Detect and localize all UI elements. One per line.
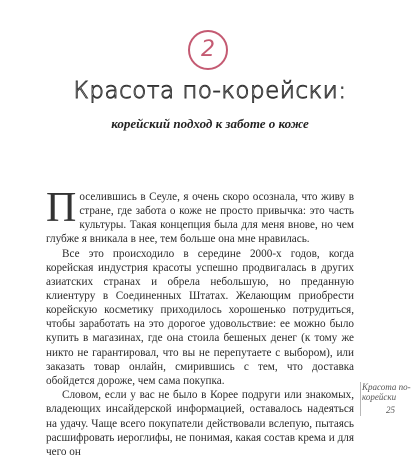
body-text (46, 185, 354, 459)
page-number: 25 (386, 405, 395, 415)
chapter-title: Красота по-корейски: (73, 78, 347, 104)
margin-divider (360, 382, 361, 416)
drop-cap: П (46, 185, 77, 231)
paragraph: Словом, если у вас не было в Корее подруги или знакомых, владеющих инсайдерской информацией, оставалось надеяться на удачу. Чаще всего покупатели действовали вслепую, пытаясь расшифровать иероглифы, не понимая, какая состав крема и для чего он (46, 389, 354, 458)
chapter-number: 2 (201, 37, 215, 62)
paragraph (46, 185, 354, 246)
running-header: Красота по-корейски (362, 382, 411, 402)
chapter-subtitle: корейский подход к заботе о коже (111, 116, 309, 131)
chapter-number-badge (188, 30, 228, 70)
paragraph-text: оселившись в Сеуле, я очень скоро осознала, что живу в стране, где забота о коже не просто привычка: это часть культуры. Такая концепция была для меня внове, но чем глубже я вникала в нее, тем больше она мне нравилась. (46, 191, 354, 246)
paragraph: Все это происходило в середине 2000-х годов, когда корейская индустрия красоты успешно продвигалась в других азиатских странах и обрела небольшую, но преданную клиентуру в Соединенных Штатах. Желающим приобрести корейскую косметику приходилось хорошенько потрудиться, чтобы заработать на это дорогое удовольствие: ее можно было купить в магазинах, где она стоила бешеных денег (к тому же никто не гарантировал, что вы не перепутаете с выбором), или заказать товар онлайн, смирившись с тем, что доставка обойдется дороже, чем сама покупка. (46, 247, 354, 387)
